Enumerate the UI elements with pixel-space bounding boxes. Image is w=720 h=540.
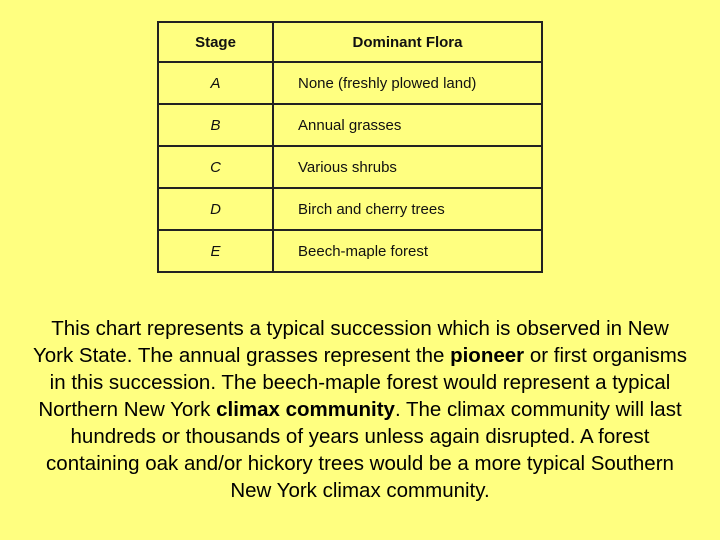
header-stage: Stage [158,22,273,62]
table-row [158,146,542,188]
flora-cell: Annual grasses [273,104,542,146]
flora-cell: None (freshly plowed land) [273,62,542,104]
stage-cell: A [158,62,273,104]
flora-cell: Various shrubs [273,146,542,188]
table-row [158,62,542,104]
caption-pioneer-term: pioneer [450,343,525,367]
stage-cell: D [158,188,273,230]
caption-climax-term: climax community [216,397,395,421]
table-row [158,188,542,230]
caption-text-1: This chart represents a typical succession which is observed in New York State. The annual grasses represent the [32,316,669,367]
flora-cell: Beech-maple forest [273,230,542,272]
caption-paragraph [30,315,690,504]
flora-cell: Birch and cherry trees [273,188,542,230]
caption-text-3: . The climax community will last hundreds or thousands of years unless again disrupted. A forest containing oak and/or hickory trees would be a more typical Southern New York climax community. [46,397,682,502]
stage-cell: B [158,104,273,146]
table-row [158,104,542,146]
table-row [158,230,542,272]
caption-text-2: or first organisms in this succession. The beech-maple forest would represent a typical Northern New York [38,343,688,421]
header-dominant-flora: Dominant Flora [273,22,542,62]
stage-cell: E [158,230,273,272]
stage-cell: C [158,146,273,188]
succession-table-container [157,21,543,275]
succession-table [157,21,543,273]
table-header-row [158,22,542,62]
